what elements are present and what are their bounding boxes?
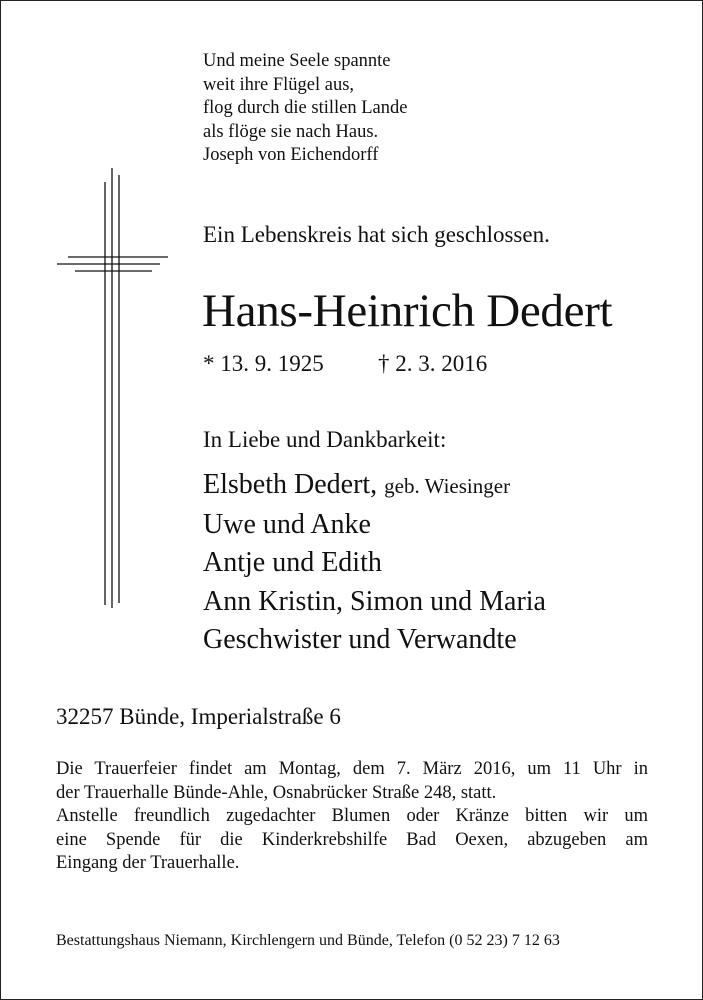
poem [203, 50, 407, 168]
ceremony-line: Eingang der Trauerhalle. [56, 853, 240, 873]
poem-author: Joseph von Eichendorff [203, 145, 379, 165]
ceremony-line: eine Spende für die Kinderkrebshilfe Bad Oexen, abzugeben am [56, 829, 648, 850]
ceremony-line: der Trauerhalle Bünde-Ahle, Osnabrücker Straße 248, statt. [56, 782, 497, 803]
spouse-name: Elsbeth Dedert, [203, 469, 378, 500]
birth-date: * 13. 9. 1925 [203, 351, 324, 376]
mourner-spouse [203, 466, 546, 506]
life-dates [203, 351, 488, 377]
poem-line: als flöge sie nach Haus. [203, 121, 379, 142]
mourner-entry: Uwe und Anke [203, 508, 371, 540]
poem-line: Und meine Seele spannte [203, 51, 391, 71]
ceremony-line: Anstelle freundlich zugedachter Blumen oder Kränze bitten wir um [56, 806, 648, 826]
intro-text: Ein Lebenskreis hat sich geschlossen. [203, 222, 550, 247]
mourners-heading: In Liebe und Dankbarkeit: [203, 427, 447, 452]
funeral-home-footer: Bestattungshaus Niemann, Kirchlengern und Bünde, Telefon (0 52 23) 7 12 63 [56, 932, 560, 949]
poem-line: weit ihre Flügel aus, [203, 74, 355, 95]
ceremony-line: Die Trauerfeier findet am Montag, dem 7. März 2016, um 11 Uhr in [56, 759, 648, 779]
mourner-entry: Antje und Edith [203, 547, 382, 578]
ceremony-details [56, 758, 648, 876]
mourner-entry: Ann Kristin, Simon und Maria [203, 585, 546, 617]
spouse-maiden-name: geb. Wiesinger [384, 474, 511, 498]
mourner-entry: Geschwister und Verwandte [203, 624, 517, 655]
mourner-address: 32257 Bünde, Imperialstraße 6 [56, 704, 341, 729]
deceased-name: Hans-Heinrich Dedert [202, 285, 613, 337]
death-date: † 2. 3. 2016 [378, 351, 488, 376]
poem-line: flog durch die stillen Lande [203, 98, 408, 118]
mourners-list [203, 466, 546, 660]
